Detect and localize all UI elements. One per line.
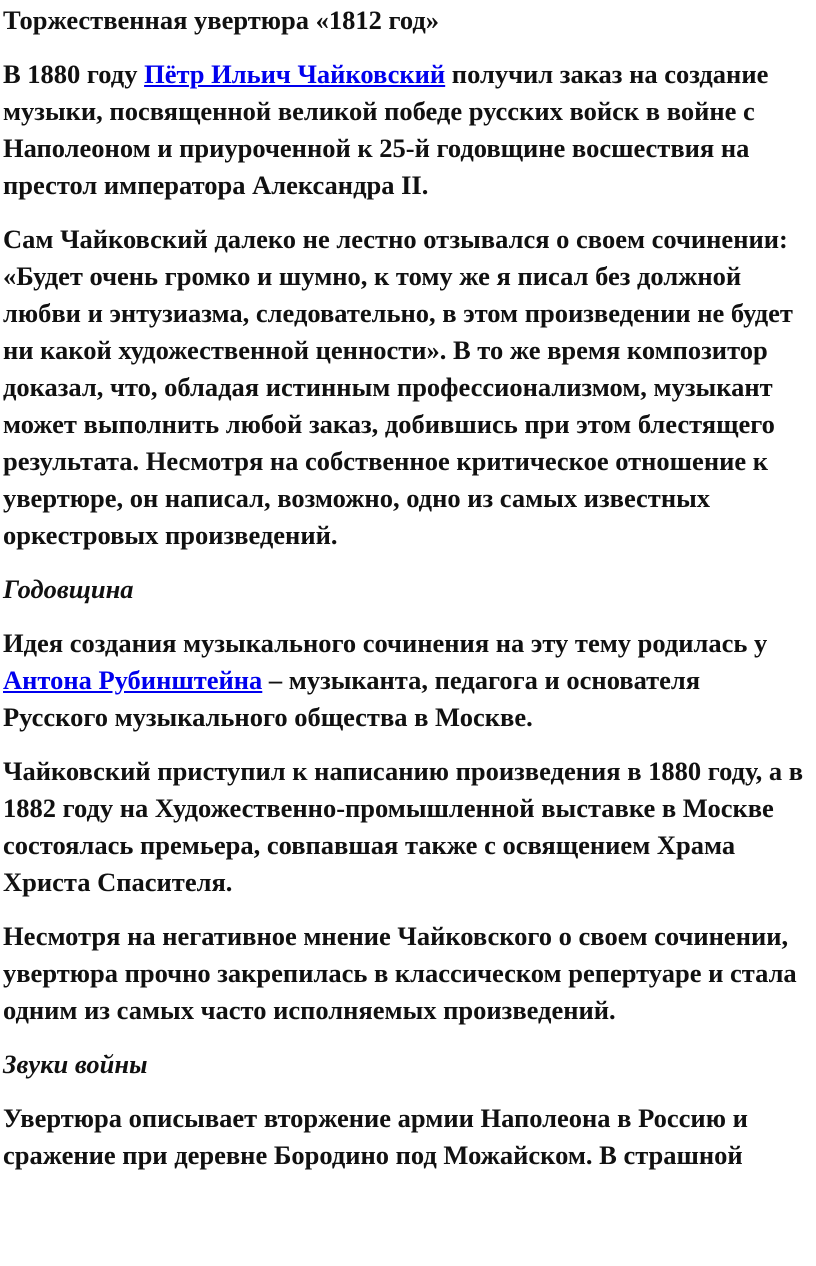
- paragraph-invasion: Увертюра описывает вторжение армии Наполеона в Россию и сражение при деревне Бородино под Можайском. В страшной: [3, 1103, 748, 1170]
- paragraph-idea: [3, 625, 811, 736]
- paragraph-repertoire: Несмотря на негативное мнение Чайковского о своем сочинении, увертюра прочно закрепилась в классическом репертуаре и стала одним из самых часто исполняемых произведений.: [3, 921, 797, 1025]
- link-rubinstein[interactable]: Антона Рубинштейна: [3, 665, 263, 695]
- paragraph-text: – музыканта, педагога и основателя Русского музыкального общества в Москве.: [3, 665, 701, 732]
- paragraph-commission: [3, 56, 811, 204]
- page-title: Торжественная увертюра «1812 год»: [3, 5, 440, 35]
- paragraph-text: получил заказ на создание музыки, посвященной великой победе русских войск в войне с Наполеоном и приуроченной к 25-й годовщине восшествия на престол императора Александра II.: [3, 59, 769, 200]
- paragraph-premiere: Чайковский приступил к написанию произведения в 1880 году, а в 1882 году на Художественно-промышленной выставке в Москве состоялась премьера, совпавшая также с освящением Храма Христа Спасителя.: [3, 756, 804, 897]
- section-heading-anniversary: Годовщина: [3, 574, 134, 604]
- link-tchaikovsky[interactable]: Пётр Ильич Чайковский: [144, 59, 446, 89]
- paragraph-text: В 1880 году: [3, 59, 145, 89]
- paragraph-text: Идея создания музыкального сочинения на эту тему родилась у: [3, 628, 768, 658]
- section-heading-war-sounds: Звуки войны: [3, 1049, 148, 1079]
- paragraph-opinion: Сам Чайковский далеко не лестно отзывался о своем сочинении: «Будет очень громко и шумно, к тому же я писал без должной любви и энтузиазма, следовательно, в этом произведении не будет ни какой художественной ценности». В то же время композитор доказал, что, обладая истинным профессионализмом, музыкант может выполнить любой заказ, добившись при этом блестящего результата. Несмотря на собственное критическое отношение к увертюре, он написал, возможно, одно из самых известных оркестровых произведений.: [3, 224, 793, 550]
